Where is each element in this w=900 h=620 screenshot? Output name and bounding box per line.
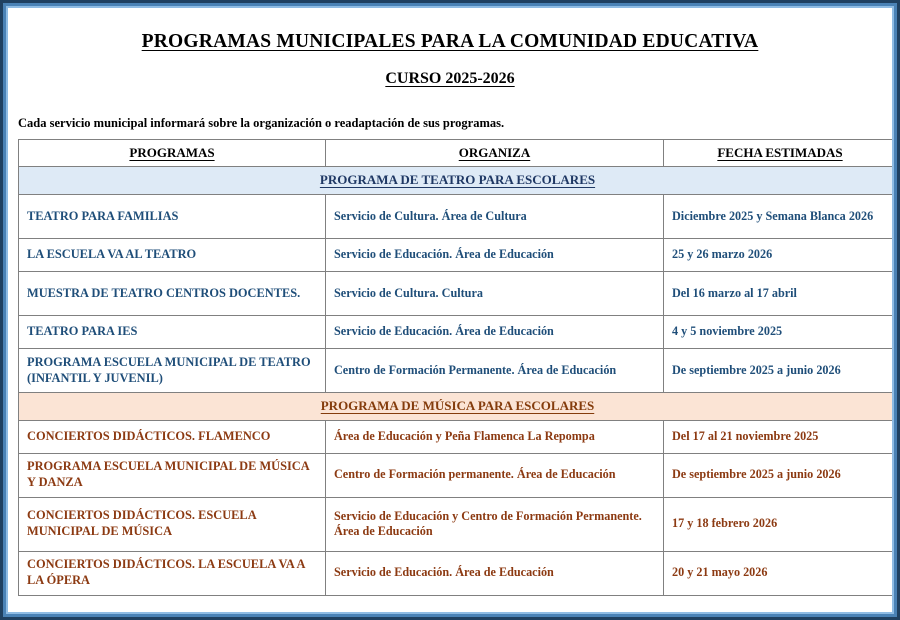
column-header-organiza bbox=[326, 140, 664, 167]
table-row bbox=[19, 420, 893, 453]
table-row bbox=[19, 316, 893, 349]
section-banner-row-teatro bbox=[19, 167, 893, 195]
cell-programas: CONCIERTOS DIDÁCTICOS. FLAMENCO bbox=[19, 420, 326, 453]
cell-fecha: De septiembre 2025 a junio 2026 bbox=[664, 453, 893, 497]
section-banner-teatro-label: PROGRAMA DE TEATRO PARA ESCOLARES bbox=[319, 172, 596, 188]
table-row bbox=[19, 195, 893, 239]
column-header-fecha-label: FECHA ESTIMADAS bbox=[717, 145, 843, 161]
cell-programas: MUESTRA DE TEATRO CENTROS DOCENTES. bbox=[19, 272, 326, 316]
page-subtitle: CURSO 2025-2026 bbox=[385, 70, 515, 88]
cell-programas: TEATRO PARA FAMILIAS bbox=[19, 195, 326, 239]
cell-programas: CONCIERTOS DIDÁCTICOS. LA ESCUELA VA A LA ÓPERA bbox=[19, 551, 326, 595]
cell-organiza: Área de Educación y Peña Flamenca La Repompa bbox=[326, 420, 664, 453]
cell-programas: LA ESCUELA VA AL TEATRO bbox=[19, 239, 326, 272]
cell-fecha: De septiembre 2025 a junio 2026 bbox=[664, 349, 893, 393]
table-row bbox=[19, 349, 893, 393]
cell-organiza: Servicio de Educación. Área de Educación bbox=[326, 316, 664, 349]
cell-programas: PROGRAMA ESCUELA MUNICIPAL DE TEATRO (INFANTIL Y JUVENIL) bbox=[19, 349, 326, 393]
cell-fecha: Diciembre 2025 y Semana Blanca 2026 bbox=[664, 195, 893, 239]
cell-fecha: 25 y 26 marzo 2026 bbox=[664, 239, 893, 272]
cell-organiza: Servicio de Educación. Área de Educación bbox=[326, 551, 664, 595]
cell-fecha: Del 16 marzo al 17 abril bbox=[664, 272, 893, 316]
column-header-programas bbox=[19, 140, 326, 167]
cell-programas: TEATRO PARA IES bbox=[19, 316, 326, 349]
page-frame-mid bbox=[3, 3, 897, 617]
table-row bbox=[19, 272, 893, 316]
cell-organiza: Servicio de Educación y Centro de Formación Permanente. Área de Educación bbox=[326, 497, 664, 551]
document-sheet bbox=[8, 8, 892, 612]
cell-fecha: 17 y 18 febrero 2026 bbox=[664, 497, 893, 551]
column-header-programas-label: PROGRAMAS bbox=[129, 145, 215, 161]
cell-fecha: Del 17 al 21 noviembre 2025 bbox=[664, 420, 893, 453]
cell-organiza: Servicio de Educación. Área de Educación bbox=[326, 239, 664, 272]
column-header-fecha bbox=[664, 140, 893, 167]
intro-note: Cada servicio municipal informará sobre la organización o readaptación de sus programas. bbox=[18, 116, 505, 131]
cell-fecha: 20 y 21 mayo 2026 bbox=[664, 551, 893, 595]
section-banner-musica bbox=[19, 393, 893, 421]
cell-fecha: 4 y 5 noviembre 2025 bbox=[664, 316, 893, 349]
section-banner-musica-label: PROGRAMA DE MÚSICA PARA ESCOLARES bbox=[320, 398, 595, 414]
table-row bbox=[19, 551, 893, 595]
column-header-organiza-label: ORGANIZA bbox=[458, 145, 531, 161]
cell-organiza: Servicio de Cultura. Cultura bbox=[326, 272, 664, 316]
page-title: PROGRAMAS MUNICIPALES PARA LA COMUNIDAD EDUCATIVA bbox=[141, 31, 759, 52]
cell-programas: PROGRAMA ESCUELA MUNICIPAL DE MÚSICA Y DANZA bbox=[19, 453, 326, 497]
cell-programas: CONCIERTOS DIDÁCTICOS. ESCUELA MUNICIPAL DE MÚSICA bbox=[19, 497, 326, 551]
table-header bbox=[19, 140, 893, 167]
page-frame-inner bbox=[6, 6, 894, 614]
section-banner-teatro bbox=[19, 167, 893, 195]
table-row bbox=[19, 239, 893, 272]
cell-organiza: Servicio de Cultura. Área de Cultura bbox=[326, 195, 664, 239]
cell-organiza: Centro de Formación permanente. Área de Educación bbox=[326, 453, 664, 497]
cell-organiza: Centro de Formación Permanente. Área de Educación bbox=[326, 349, 664, 393]
programs-table bbox=[18, 139, 892, 595]
section-banner-row-musica bbox=[19, 393, 893, 421]
table-row bbox=[19, 497, 893, 551]
table-body bbox=[19, 167, 893, 595]
table-header-row bbox=[19, 140, 893, 167]
table-row bbox=[19, 453, 893, 497]
